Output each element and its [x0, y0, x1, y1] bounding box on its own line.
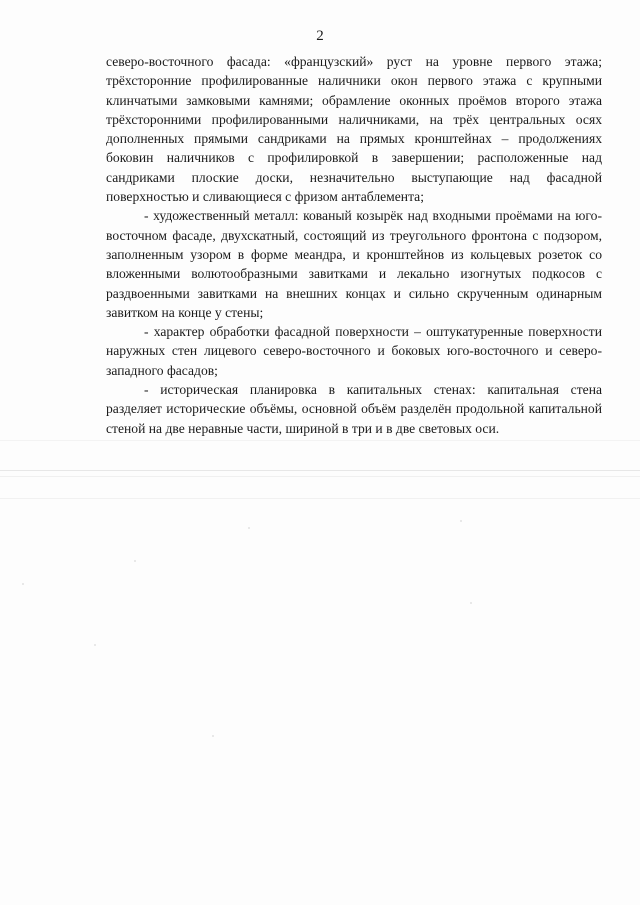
scan-noise-dot	[94, 644, 96, 646]
scan-artifact-line	[0, 470, 640, 471]
scan-noise-dot	[134, 560, 136, 562]
scan-artifact-line	[0, 440, 640, 441]
document-body	[106, 52, 602, 438]
scan-noise-dot	[460, 520, 462, 522]
paragraph-art-metal: - художественный металл: кованый козырёк над входными проёмами на юго-восточном фасаде, двухскатный, состоящий из треугольного фронтона с подзором, заполненным узором в форме меандра, и кронштейнов из кольцевых розеток со вложенными волютообразными завитками и лекально изогнутых подкосов с раздвоенными завитками на внешних концах и сильно скрученным одинарным завитком на конце у стены;	[106, 208, 602, 320]
scan-artifact-line	[0, 498, 640, 499]
scan-noise-dot	[212, 735, 214, 737]
scan-noise-dot	[22, 583, 24, 585]
paragraph-surface-treatment: - характер обработки фасадной поверхности – оштукатуренные поверхности наружных стен лицевого северо-восточного и боковых юго-восточного и северо-западного фасадов;	[106, 324, 602, 378]
paragraph-facade-description: северо-восточного фасада: «французский» руст на уровне первого этажа; трёхсторонние профилированные наличники окон первого этажа с крупными клинчатыми замковыми камнями; обрамление оконных проёмов второго этажа трёхсторонними профилированными наличниками, на трёх центральных осях дополненных прямыми сандриками на прямых кронштейнах – продолжениях боковин наличников с профилировкой в завершении; расположенные над сандриками плоские доски, незначительно выступающие над фасадной поверхностью и сливающиеся с фризом антаблемента;	[106, 54, 602, 205]
scan-noise-dot	[248, 527, 250, 529]
scan-noise-dot	[470, 602, 472, 604]
scan-artifact-line	[0, 476, 640, 477]
page-number: 2	[316, 28, 324, 44]
paragraph-historical-layout: - историческая планировка в капитальных стенах: капитальная стена разделяет исторические объёмы, основной объём разделён продольной капитальной стеной на две неравные части, шириной в три и в две световых оси.	[106, 382, 602, 436]
